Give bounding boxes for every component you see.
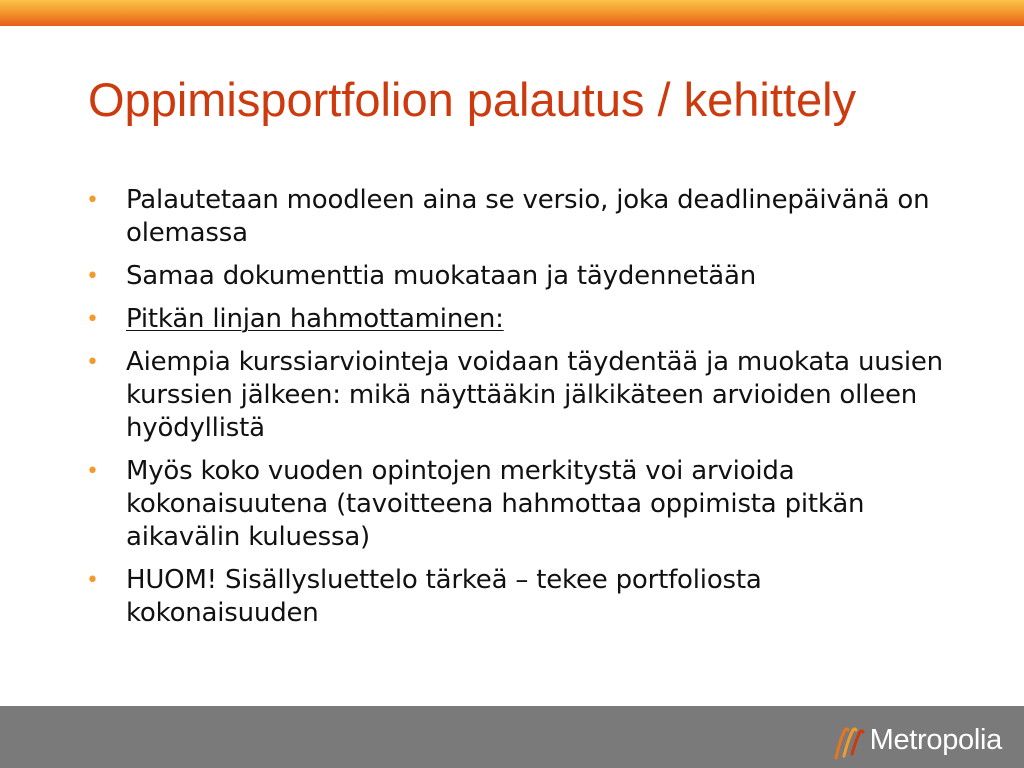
bullet-item: [86, 564, 946, 630]
logo-text: Metropolia: [869, 723, 1002, 756]
bullet-icon: •: [86, 307, 99, 332]
bullet-icon: •: [86, 188, 99, 213]
bullet-text: Myös koko vuoden opintojen merkitystä voi arvioida kokonaisuutena (tavoitteena hahmottaa oppimista pitkän aikavälin kuluessa): [126, 456, 865, 552]
bullet-list: [86, 184, 946, 640]
bullet-text: HUOM! Sisällysluettelo tärkeä – tekee portfoliosta kokonaisuuden: [126, 565, 762, 628]
bullet-item: [86, 260, 946, 293]
bullet-item: [86, 455, 946, 554]
bullet-icon: •: [86, 350, 99, 375]
top-accent-bar: [0, 0, 1024, 26]
metropolia-logo-icon: [832, 720, 866, 760]
bullet-text: Samaa dokumenttia muokataan ja täydennetään: [126, 261, 757, 291]
metropolia-logo: [832, 720, 1002, 760]
bullet-text: Palautetaan moodleen aina se versio, joka deadlinepäivänä on olemassa: [126, 185, 930, 248]
bullet-item: [86, 184, 946, 250]
bullet-item: [86, 346, 946, 445]
bullet-text: Aiempia kurssiarviointeja voidaan täydentää ja muokata uusien kurssien jälkeen: mikä näyttääkin jälkikäteen arvioiden olleen hyödyllistä: [126, 347, 943, 443]
bullet-item: [86, 303, 946, 336]
slide-title: Oppimisportfolion palautus / kehittely: [88, 73, 857, 126]
bullet-icon: •: [86, 459, 99, 484]
bullet-text-underlined: Pitkän linjan hahmottaminen:: [126, 304, 504, 334]
bullet-icon: •: [86, 264, 99, 289]
bullet-icon: •: [86, 568, 99, 593]
footer-bar: [0, 706, 1024, 768]
